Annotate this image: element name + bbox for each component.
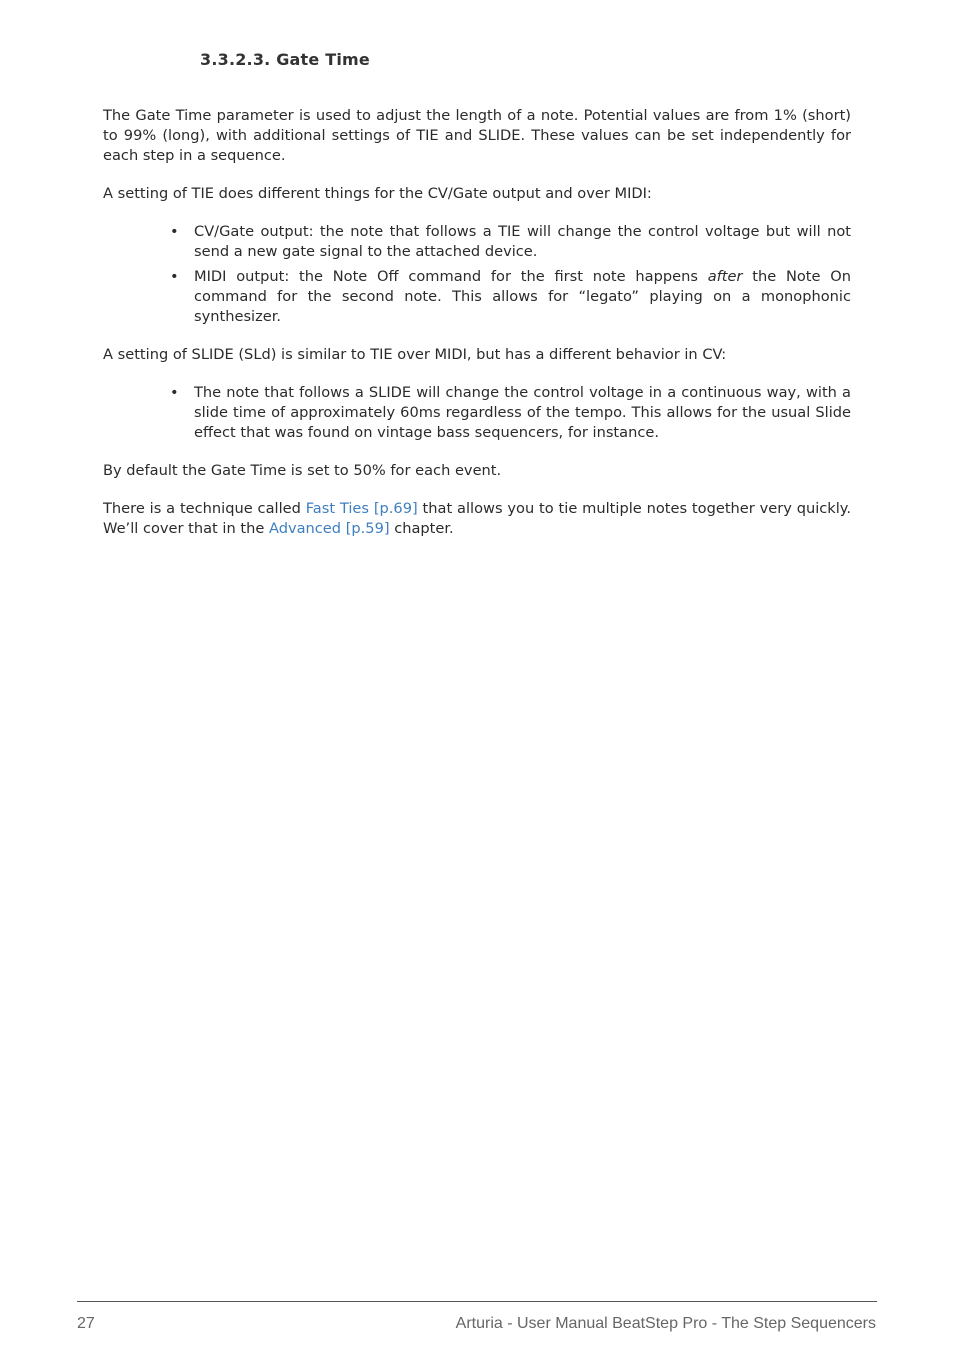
footer-divider: [77, 1301, 877, 1302]
page-number: 27: [77, 1315, 95, 1332]
paragraph-gate-time-intro: The Gate Time parameter is used to adjust the length of a note. Potential values are from 1% (short) to 99% (long), with additional settings of TIE and SLIDE. These values can be set independently for each step in a sequence.: [103, 107, 851, 164]
running-title: Arturia - User Manual BeatStep Pro - The Step Sequencers: [455, 1315, 876, 1332]
paragraph-default-gate: By default the Gate Time is set to 50% for each event.: [103, 462, 502, 479]
fast-ties-text-1: There is a technique called: [103, 500, 306, 517]
slide-bullet-list: [103, 383, 851, 443]
paragraph-tie-intro: A setting of TIE does different things for the CV/Gate output and over MIDI:: [103, 185, 652, 202]
list-item-cv-gate: • CV/Gate output: the note that follows a TIE will change the control voltage but will not send a new gate signal to the attached device.: [194, 222, 851, 262]
fast-ties-link[interactable]: Fast Ties [p.69]: [305, 500, 418, 517]
midi-text-after: the Note On command for the second note. This allows for “legato” playing on a monophonic synthesizer.: [194, 268, 851, 325]
body-content: [103, 106, 851, 557]
list-item-slide: • The note that follows a SLIDE will change the control voltage in a continuous way, with a slide time of approximately 60ms regardless of the tempo. This allows for the usual Slide effect that was found on vintage bass sequencers, for instance.: [194, 383, 851, 443]
midi-emphasis: after: [707, 268, 743, 285]
list-item-midi-output: [194, 267, 851, 327]
paragraph-slide-intro: A setting of SLIDE (SLd) is similar to TIE over MIDI, but has a different behavior in CV:: [103, 346, 727, 363]
fast-ties-text-2: that allows you to tie multiple notes together very quickly. We’ll cover that in the: [103, 500, 851, 537]
section-heading: 3.3.2.3. Gate Time: [200, 50, 370, 69]
fast-ties-text-3: chapter.: [389, 520, 454, 537]
midi-text-before: MIDI output: the Note Off command for the first note happens: [194, 268, 708, 285]
tie-bullet-list: [103, 222, 851, 327]
paragraph-fast-ties: [103, 499, 851, 539]
advanced-link[interactable]: Advanced [p.59]: [268, 520, 390, 537]
